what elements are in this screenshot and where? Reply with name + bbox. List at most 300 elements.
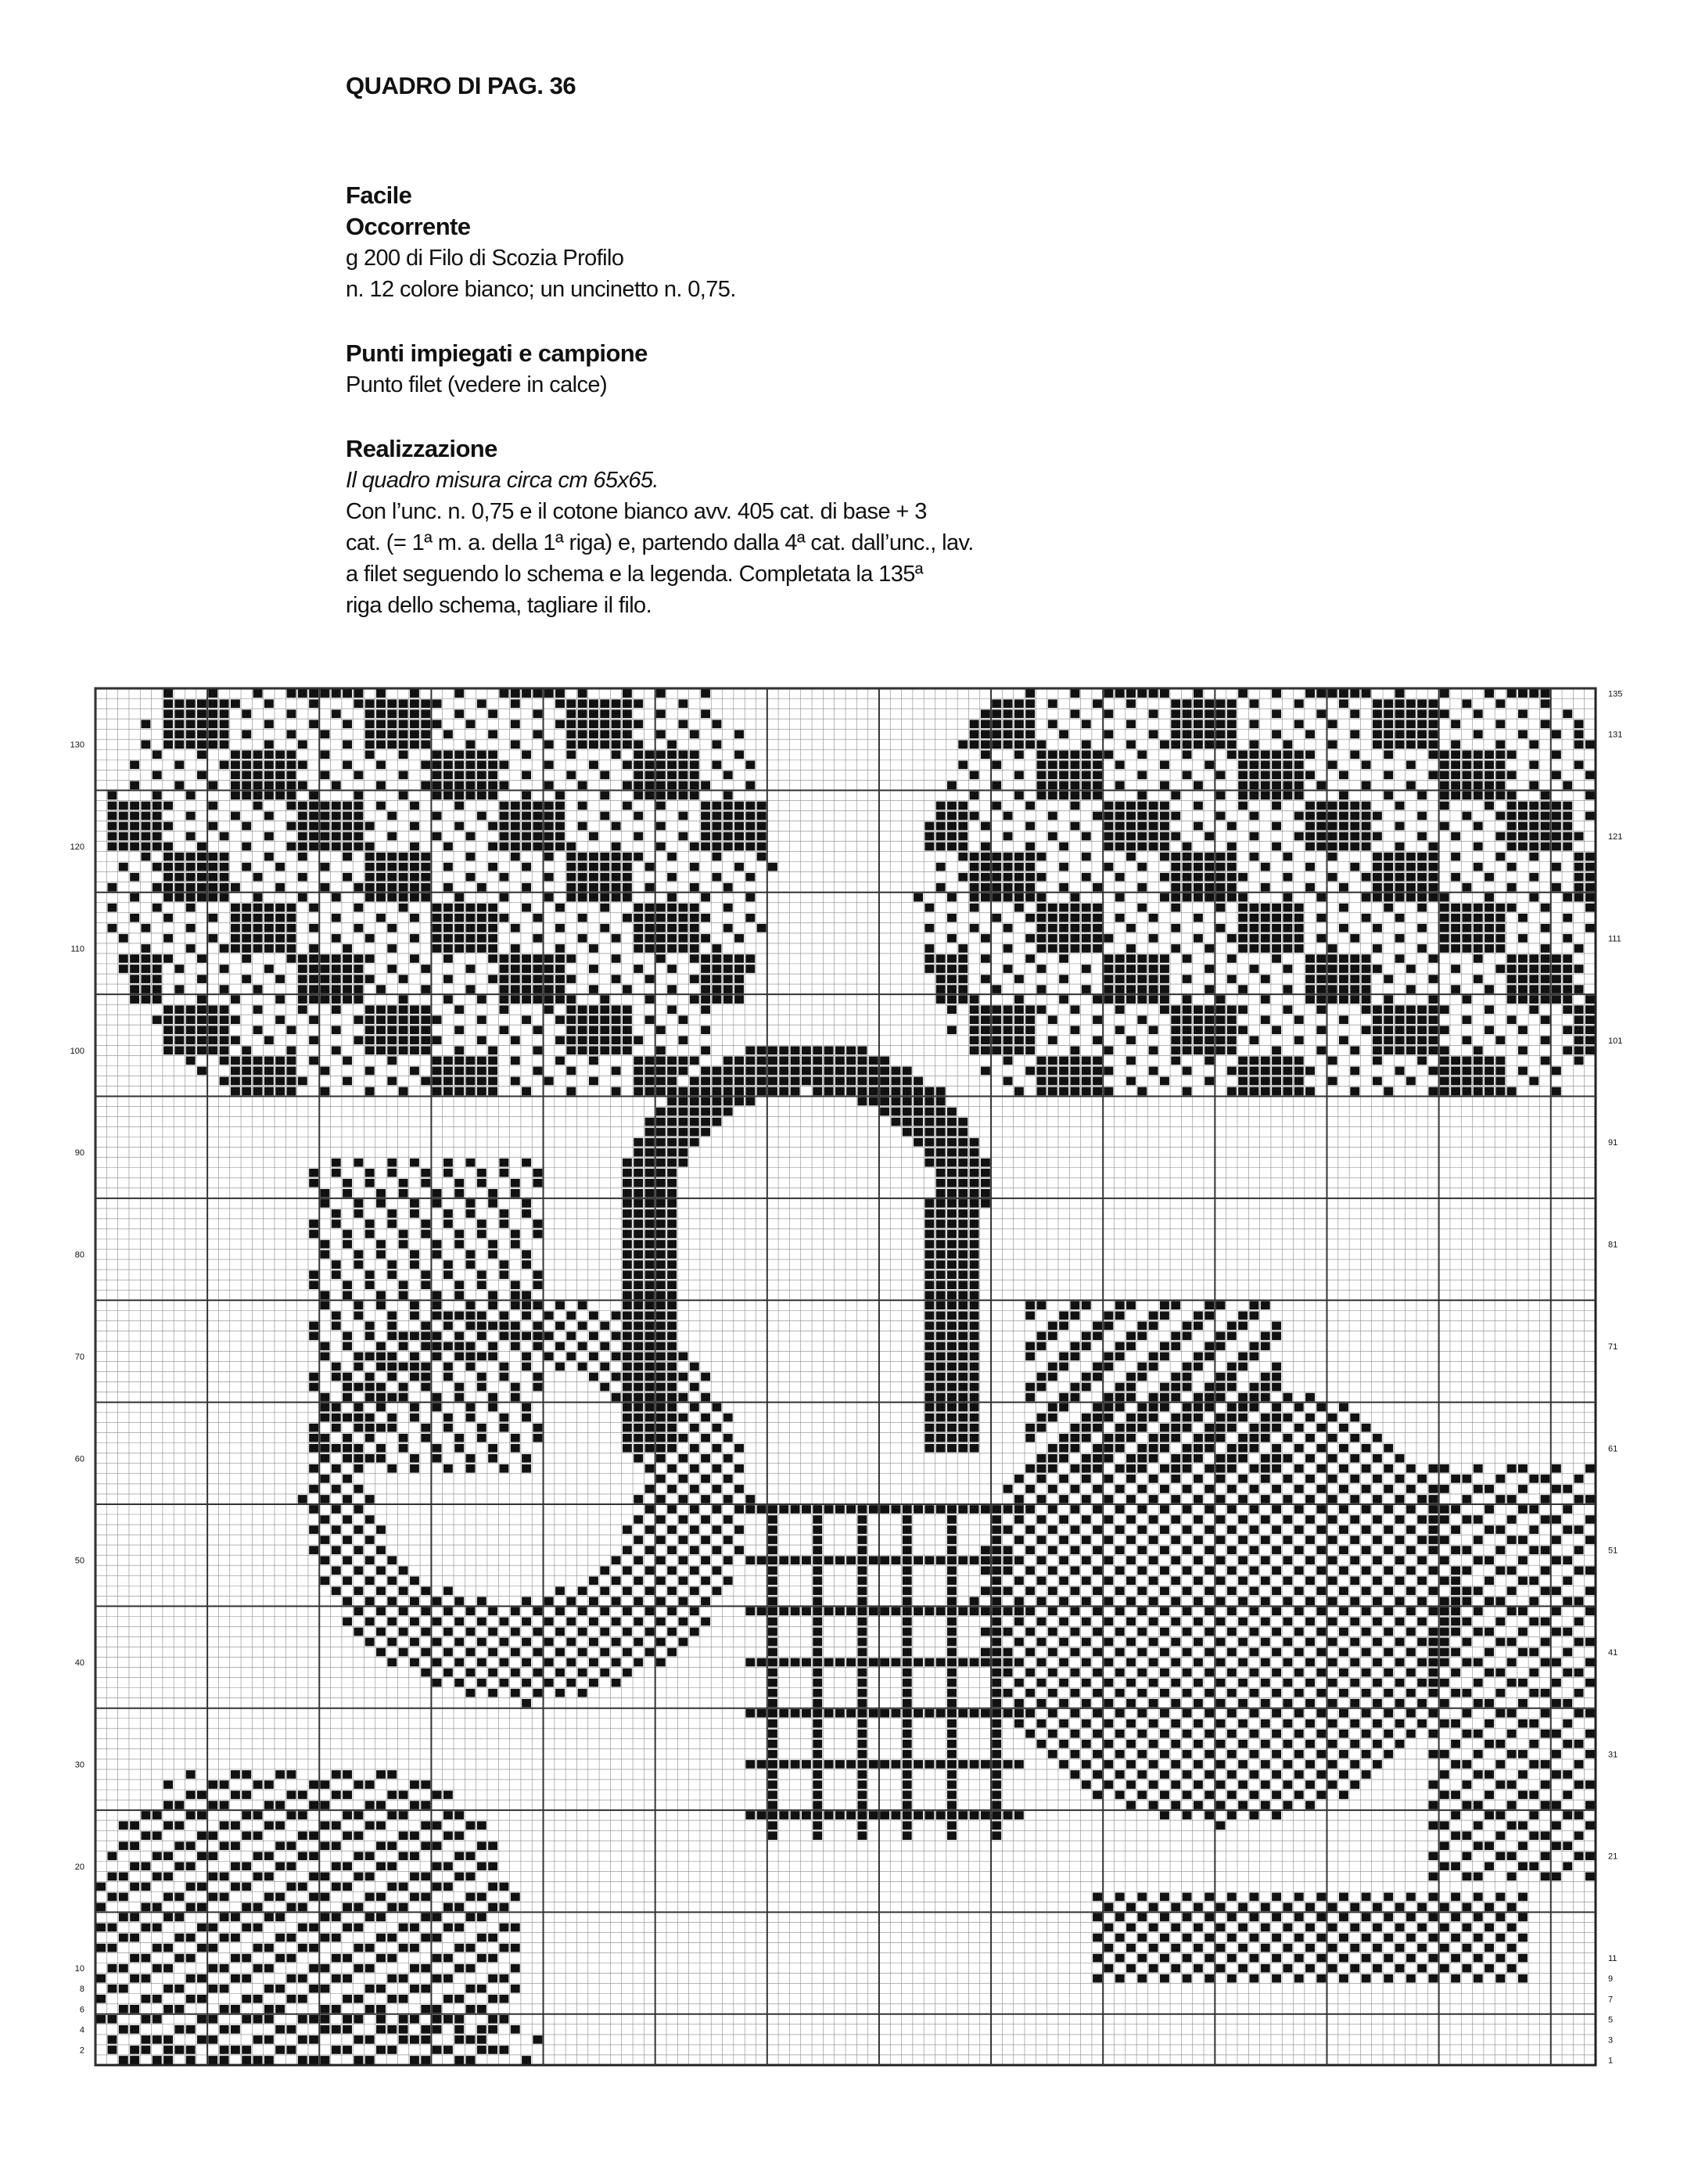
filled-cell	[1194, 1699, 1203, 1708]
filled-cell	[421, 1270, 430, 1279]
filled-cell	[1194, 1801, 1203, 1809]
filled-cell	[880, 1097, 889, 1106]
filled-cell	[645, 1260, 655, 1269]
filled-cell	[1316, 1730, 1326, 1738]
filled-cell	[891, 1760, 900, 1769]
filled-cell	[197, 1974, 206, 1983]
filled-cell	[287, 954, 296, 963]
filled-cell	[555, 1648, 565, 1657]
filled-cell	[163, 2056, 173, 2064]
filled-cell	[634, 1342, 643, 1351]
filled-cell	[1440, 1628, 1449, 1636]
filled-cell	[365, 1087, 375, 1096]
filled-cell	[1339, 1464, 1348, 1473]
filled-cell	[1261, 1015, 1270, 1024]
filled-cell	[1328, 1903, 1337, 1912]
filled-cell	[768, 1669, 777, 1677]
filled-cell	[365, 1852, 375, 1860]
filled-cell	[1059, 995, 1068, 1004]
filled-cell	[947, 1424, 957, 1432]
filled-cell	[1003, 1556, 1013, 1564]
filled-cell	[1518, 954, 1528, 963]
filled-cell	[365, 1270, 375, 1279]
filled-cell	[343, 2046, 352, 2054]
filled-cell	[1227, 1332, 1237, 1341]
filled-cell	[1160, 1077, 1169, 1086]
filled-cell	[141, 1924, 150, 1932]
filled-cell	[309, 1383, 318, 1392]
filled-cell	[466, 1322, 476, 1331]
filled-cell	[768, 863, 777, 871]
filled-cell	[253, 914, 263, 922]
filled-cell	[1205, 1689, 1214, 1697]
filled-cell	[1249, 1934, 1258, 1942]
filled-cell	[1261, 944, 1270, 953]
filled-cell	[1518, 1934, 1528, 1942]
filled-cell	[947, 1586, 957, 1595]
filled-cell	[1205, 1383, 1214, 1392]
filled-cell	[1552, 802, 1561, 810]
filled-cell	[253, 1067, 263, 1076]
filled-cell	[208, 853, 217, 861]
filled-cell	[824, 1811, 834, 1819]
filled-cell	[835, 1505, 845, 1514]
filled-cell	[1585, 1730, 1595, 1738]
filled-cell	[1014, 893, 1024, 902]
filled-cell	[947, 812, 957, 821]
filled-cell	[667, 1260, 677, 1269]
filled-cell	[141, 1831, 150, 1840]
filled-cell	[1238, 1780, 1248, 1789]
filled-cell	[141, 985, 150, 993]
filled-cell	[936, 1128, 946, 1137]
filled-cell	[1283, 914, 1292, 922]
filled-cell	[1328, 1638, 1337, 1647]
filled-cell	[1373, 1576, 1382, 1585]
filled-cell	[1305, 863, 1315, 871]
filled-cell	[522, 1332, 531, 1341]
filled-cell	[376, 1199, 386, 1208]
filled-cell	[578, 1005, 587, 1014]
filled-cell	[343, 822, 352, 831]
filled-cell	[612, 1047, 621, 1055]
filled-cell	[1070, 1485, 1079, 1493]
filled-cell	[1283, 1475, 1292, 1483]
filled-cell	[701, 1047, 710, 1055]
filled-cell	[1160, 1546, 1169, 1554]
filled-cell	[1171, 1393, 1180, 1402]
filled-cell	[1362, 802, 1371, 810]
filled-cell	[1160, 1424, 1169, 1432]
filled-cell	[1160, 995, 1169, 1004]
filled-cell	[1227, 853, 1237, 861]
filled-cell	[466, 1158, 476, 1167]
filled-cell	[1552, 883, 1561, 892]
filled-cell	[1373, 1005, 1382, 1014]
filled-cell	[970, 1424, 979, 1432]
filled-cell	[701, 1536, 710, 1544]
filled-cell	[578, 1026, 587, 1034]
filled-cell	[701, 1026, 710, 1034]
filled-cell	[1462, 1730, 1471, 1738]
filled-cell	[387, 924, 397, 932]
filled-cell	[332, 1260, 341, 1269]
filled-cell	[1227, 1811, 1237, 1819]
filled-cell	[1328, 822, 1337, 831]
filled-cell	[791, 1658, 800, 1667]
filled-cell	[488, 1841, 497, 1850]
filled-cell	[970, 1240, 979, 1248]
filled-cell	[1093, 1322, 1102, 1331]
filled-cell	[891, 1118, 900, 1126]
filled-cell	[1115, 1770, 1125, 1779]
filled-cell	[1474, 975, 1483, 983]
filled-cell	[645, 1240, 655, 1248]
filled-cell	[701, 1454, 710, 1463]
filled-cell	[1160, 1648, 1169, 1657]
filled-cell	[1485, 1770, 1494, 1779]
filled-cell	[1115, 1383, 1125, 1392]
filled-cell	[1507, 1730, 1517, 1738]
filled-cell	[1194, 1311, 1203, 1320]
filled-cell	[1194, 802, 1203, 810]
filled-cell	[1059, 1077, 1068, 1086]
filled-cell	[544, 1679, 554, 1687]
filled-cell	[723, 985, 733, 993]
filled-cell	[511, 944, 520, 953]
filled-cell	[1283, 1495, 1292, 1503]
filled-cell	[1495, 924, 1505, 932]
filled-cell	[376, 1985, 386, 1993]
filled-cell	[454, 1332, 464, 1341]
filled-cell	[1507, 1464, 1517, 1473]
filled-cell	[858, 1607, 867, 1616]
filled-cell	[813, 1801, 822, 1809]
filled-cell	[1171, 1536, 1180, 1544]
filled-cell	[1238, 1944, 1248, 1952]
filled-cell	[1373, 1057, 1382, 1065]
filled-cell	[656, 802, 666, 810]
filled-cell	[477, 1985, 486, 1993]
filled-cell	[1104, 1087, 1113, 1096]
filled-cell	[477, 1036, 486, 1044]
filled-cell	[1406, 1036, 1416, 1044]
filled-cell	[645, 924, 655, 932]
filled-cell	[466, 1607, 476, 1616]
filled-cell	[1384, 1546, 1393, 1554]
filled-cell	[1115, 1505, 1125, 1514]
filled-cell	[1283, 1576, 1292, 1585]
filled-cell	[1126, 954, 1136, 963]
filled-cell	[443, 1077, 453, 1086]
filled-cell	[992, 1505, 1001, 1514]
filled-cell	[309, 1036, 318, 1044]
filled-cell	[466, 934, 476, 943]
filled-cell	[1429, 1464, 1438, 1473]
filled-cell	[992, 1750, 1001, 1758]
filled-cell	[108, 1924, 117, 1932]
filled-cell	[1070, 1005, 1079, 1014]
filled-cell	[466, 2005, 476, 2013]
filled-cell	[343, 1291, 352, 1299]
filled-cell	[645, 1413, 655, 1422]
filled-cell	[1025, 802, 1035, 810]
filled-cell	[880, 1556, 889, 1564]
filled-cell	[1574, 1638, 1584, 1647]
filled-cell	[443, 1424, 453, 1432]
filled-cell	[981, 1628, 990, 1636]
filled-cell	[253, 1831, 263, 1840]
filled-cell	[712, 944, 721, 953]
filled-cell	[1440, 1638, 1449, 1647]
filled-cell	[387, 964, 397, 973]
filled-cell	[634, 1189, 643, 1198]
filled-cell	[1495, 1709, 1505, 1718]
filled-cell	[332, 1974, 341, 1983]
filled-cell	[623, 1373, 632, 1381]
filled-cell	[499, 1311, 508, 1320]
filled-cell	[667, 1628, 677, 1636]
filled-cell	[734, 975, 744, 983]
filled-cell	[1104, 1964, 1113, 1973]
filled-cell	[712, 1566, 721, 1575]
filled-cell	[1171, 1740, 1180, 1748]
filled-cell	[947, 1679, 957, 1687]
filled-cell	[858, 1780, 867, 1789]
filled-cell	[1328, 1944, 1337, 1952]
filled-cell	[287, 1934, 296, 1942]
filled-cell	[309, 1015, 318, 1024]
filled-cell	[1137, 995, 1147, 1004]
filled-cell	[858, 1801, 867, 1809]
filled-cell	[947, 1322, 957, 1331]
filled-cell	[320, 1873, 329, 1881]
filled-cell	[858, 1638, 867, 1647]
filled-cell	[275, 1087, 285, 1096]
filled-cell	[298, 1852, 307, 1860]
filled-cell	[130, 2046, 139, 2054]
filled-cell	[544, 1077, 554, 1086]
filled-cell	[712, 954, 721, 963]
filled-cell	[1048, 944, 1057, 953]
filled-cell	[376, 2025, 386, 2034]
filled-cell	[645, 1301, 655, 1309]
filled-cell	[376, 1648, 386, 1657]
filled-cell	[600, 1669, 609, 1677]
filled-cell	[499, 812, 508, 821]
filled-cell	[802, 1556, 811, 1564]
filled-cell	[1059, 1454, 1068, 1463]
filled-cell	[1104, 1658, 1113, 1667]
filled-cell	[1149, 975, 1158, 983]
filled-cell	[1025, 1424, 1035, 1432]
filled-cell	[768, 1801, 777, 1809]
filled-cell	[1249, 1393, 1258, 1402]
filled-cell	[231, 1841, 240, 1850]
filled-cell	[343, 954, 352, 963]
filled-cell	[1495, 944, 1505, 953]
filled-cell	[958, 1128, 968, 1137]
filled-cell	[1541, 985, 1550, 993]
filled-cell	[1384, 903, 1393, 912]
filled-cell	[477, 1893, 486, 1902]
filled-cell	[96, 2015, 106, 2024]
filled-cell	[1093, 1505, 1102, 1514]
filled-cell	[141, 1954, 150, 1963]
filled-cell	[645, 1138, 655, 1147]
filled-cell	[1171, 1301, 1180, 1309]
filled-cell	[1574, 1057, 1584, 1065]
filled-cell	[1294, 1464, 1304, 1473]
filled-cell	[387, 1464, 397, 1473]
filled-cell	[1205, 1893, 1214, 1902]
filled-cell	[880, 1760, 889, 1769]
filled-cell	[499, 964, 508, 973]
filled-cell	[443, 1791, 453, 1799]
filled-cell	[1462, 792, 1471, 800]
filled-cell	[656, 1403, 666, 1412]
filled-cell	[958, 812, 968, 821]
filled-cell	[981, 853, 990, 861]
filled-cell	[924, 1424, 934, 1432]
filled-cell	[1059, 1067, 1068, 1076]
filled-cell	[1429, 1730, 1438, 1738]
filled-cell	[511, 1281, 520, 1289]
filled-cell	[712, 842, 721, 851]
filled-cell	[1037, 1332, 1047, 1341]
filled-cell	[1025, 954, 1035, 963]
filled-cell	[141, 842, 150, 851]
filled-cell	[119, 812, 128, 821]
filled-cell	[488, 1403, 497, 1412]
filled-cell	[1227, 1015, 1237, 1024]
filled-cell	[421, 1169, 430, 1177]
filled-cell	[220, 873, 229, 882]
filled-cell	[332, 1209, 341, 1218]
filled-cell	[1373, 1924, 1382, 1932]
filled-cell	[1171, 1015, 1180, 1024]
filled-cell	[656, 1260, 666, 1269]
filled-cell	[679, 1015, 688, 1024]
filled-cell	[1373, 1597, 1382, 1606]
filled-cell	[1183, 1628, 1192, 1636]
filled-cell	[533, 954, 542, 963]
filled-cell	[656, 1393, 666, 1402]
filled-cell	[141, 1903, 150, 1912]
filled-cell	[275, 1801, 285, 1809]
filled-cell	[197, 2015, 206, 2024]
filled-cell	[970, 1230, 979, 1238]
filled-cell	[309, 1525, 318, 1534]
filled-cell	[1137, 1485, 1147, 1493]
filled-cell	[174, 1821, 184, 1830]
filled-cell	[858, 1628, 867, 1636]
filled-cell	[298, 1903, 307, 1912]
filled-cell	[623, 1546, 632, 1554]
filled-cell	[1518, 812, 1528, 821]
filled-cell	[667, 934, 677, 943]
filled-cell	[1261, 1903, 1270, 1912]
filled-cell	[555, 802, 565, 810]
filled-cell	[1474, 863, 1483, 871]
filled-cell	[320, 985, 329, 993]
filled-cell	[1104, 1322, 1113, 1331]
filled-cell	[376, 1291, 386, 1299]
filled-cell	[1070, 1586, 1079, 1595]
filled-cell	[936, 1179, 946, 1187]
filled-cell	[387, 1077, 397, 1086]
filled-cell	[623, 1036, 632, 1044]
filled-cell	[477, 934, 486, 943]
filled-cell	[1406, 1485, 1416, 1493]
filled-cell	[634, 1444, 643, 1453]
filled-cell	[1149, 832, 1158, 841]
filled-cell	[600, 863, 609, 871]
filled-cell	[186, 1903, 196, 1912]
filled-cell	[1507, 1780, 1517, 1789]
filled-cell	[1216, 1740, 1226, 1748]
filled-cell	[186, 863, 196, 871]
filled-cell	[499, 1158, 508, 1167]
filled-cell	[1104, 1363, 1113, 1371]
filled-cell	[768, 1515, 777, 1524]
filled-cell	[332, 1322, 341, 1331]
filled-cell	[1529, 812, 1538, 821]
filled-cell	[1093, 1036, 1102, 1044]
filled-cell	[634, 1576, 643, 1585]
filled-cell	[1037, 934, 1047, 943]
filled-cell	[1227, 1505, 1237, 1514]
filled-cell	[1429, 1515, 1438, 1524]
filled-cell	[1003, 1026, 1013, 1034]
filled-cell	[634, 832, 643, 841]
filled-cell	[544, 842, 554, 851]
filled-cell	[231, 944, 240, 953]
filled-cell	[555, 924, 565, 932]
filled-cell	[858, 1536, 867, 1544]
filled-cell	[1149, 1944, 1158, 1952]
filled-cell	[1440, 1791, 1449, 1799]
filled-cell	[1249, 1586, 1258, 1595]
filled-cell	[958, 1281, 968, 1289]
filled-cell	[1037, 1413, 1047, 1422]
filled-cell	[1283, 985, 1292, 993]
filled-cell	[1037, 1383, 1047, 1392]
filled-cell	[723, 1454, 733, 1463]
filled-cell	[970, 1199, 979, 1208]
filled-cell	[891, 1811, 900, 1819]
filled-cell	[947, 1770, 957, 1779]
filled-cell	[421, 985, 430, 993]
filled-cell	[1137, 1332, 1147, 1341]
filled-cell	[1126, 1944, 1136, 1952]
filled-cell	[1474, 792, 1483, 800]
filled-cell	[365, 1964, 375, 1973]
filled-cell	[813, 1648, 822, 1657]
filled-cell	[757, 802, 767, 810]
filled-cell	[1115, 1464, 1125, 1473]
filled-cell	[1417, 1924, 1427, 1932]
filled-cell	[802, 1709, 811, 1718]
filled-cell	[264, 2015, 274, 2024]
filled-cell	[1149, 1322, 1158, 1331]
filled-cell	[600, 1566, 609, 1575]
filled-cell	[511, 1189, 520, 1198]
filled-cell	[522, 812, 531, 821]
filled-cell	[421, 1047, 430, 1055]
filled-cell	[667, 1607, 677, 1616]
filled-cell	[410, 1831, 419, 1840]
